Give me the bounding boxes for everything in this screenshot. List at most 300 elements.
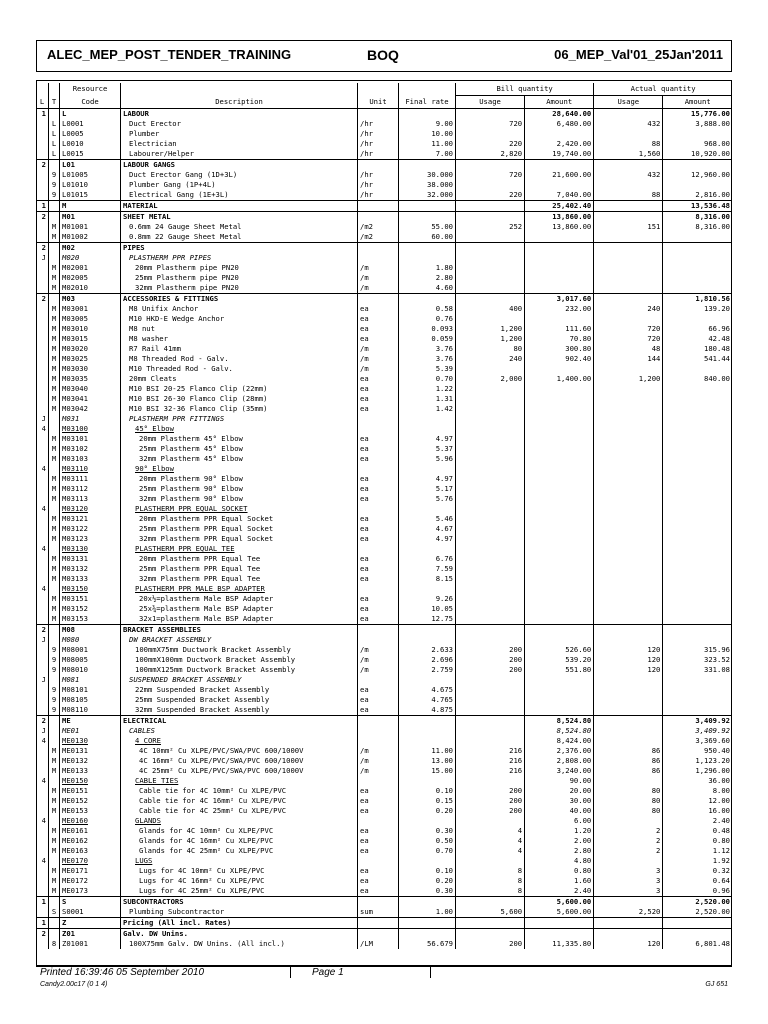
- col-bill-usage: Usage: [456, 96, 525, 109]
- row-code: S: [60, 897, 121, 908]
- row-actual-usage: [594, 544, 663, 554]
- row-code: M08101: [60, 685, 121, 695]
- row-actual-usage: [594, 897, 663, 908]
- table-row: [36, 544, 732, 554]
- row-actual-usage: [594, 564, 663, 574]
- row-level: [36, 404, 49, 414]
- row-actual-amount: 42.48: [708, 334, 730, 343]
- row-code: M081: [60, 675, 121, 685]
- row-final-rate: 10.00: [399, 129, 456, 139]
- row-unit: /m: [358, 273, 399, 283]
- row-actual-amount: 13,536.48: [663, 201, 732, 212]
- table-row: [36, 574, 732, 584]
- row-actual-amount: 12.00: [708, 796, 730, 805]
- row-final-rate: 1.80: [399, 263, 456, 273]
- row-actual-amount: [663, 544, 732, 554]
- row-actual-amount: [663, 504, 732, 514]
- row-bill-amount: 551.80: [525, 665, 594, 675]
- row-actual-usage: [594, 494, 663, 504]
- row-final-rate: 4.875: [399, 705, 456, 716]
- row-final-rate: 11.00: [399, 139, 456, 149]
- row-bill-usage: [456, 364, 525, 374]
- row-bill-amount: [525, 524, 594, 534]
- row-final-rate: 5.17: [399, 484, 456, 494]
- row-type: [49, 253, 60, 263]
- row-bill-amount: [525, 594, 594, 604]
- row-level: 4: [36, 816, 49, 826]
- table-row: [36, 604, 732, 614]
- row-type: M: [49, 232, 60, 243]
- software-version: Candy2.00c17 (0 1 4): [40, 981, 108, 988]
- row-bill-usage: [456, 464, 525, 474]
- row-level: 2: [36, 243, 49, 254]
- row-level: [36, 314, 49, 324]
- row-actual-amount: 8,316.00: [663, 212, 732, 223]
- row-type: 9: [49, 180, 60, 190]
- row-bill-amount: 8,424.00: [525, 736, 594, 746]
- row-bill-amount: [525, 625, 594, 636]
- row-final-rate: 1.00: [399, 907, 456, 918]
- row-level: [36, 594, 49, 604]
- row-unit: [358, 243, 399, 254]
- row-actual-amount: 1.92: [712, 856, 730, 865]
- row-actual-amount: [663, 454, 732, 464]
- table-row: [36, 334, 732, 344]
- row-actual-amount: 1.12: [712, 846, 730, 855]
- row-bill-amount: 11,335.80: [525, 939, 594, 949]
- row-actual-amount: 66.96: [708, 324, 730, 333]
- row-bill-usage: 1,200: [456, 334, 525, 344]
- row-final-rate: 6.76: [399, 554, 456, 564]
- row-unit: /m: [358, 344, 399, 354]
- row-actual-amount: [663, 283, 732, 294]
- row-description: 32mm Suspended Bracket Assembly: [121, 705, 358, 716]
- row-bill-usage: [456, 232, 525, 243]
- row-bill-usage: [456, 524, 525, 534]
- row-bill-usage: [456, 726, 525, 736]
- row-actual-usage: 88: [594, 190, 663, 201]
- row-actual-amount: 2,520.00: [663, 897, 732, 908]
- row-level: [36, 786, 49, 796]
- row-bill-amount: 13,860.00: [525, 222, 594, 232]
- row-description: Cable tie for 4C 16mm² Cu XLPE/PVC: [121, 796, 358, 806]
- row-type: 9: [49, 695, 60, 705]
- row-description: Cable tie for 4C 10mm² Cu XLPE/PVC: [121, 786, 358, 796]
- row-unit: ea: [358, 564, 399, 574]
- row-final-rate: 0.30: [399, 886, 456, 897]
- row-unit: /m: [358, 364, 399, 374]
- row-bill-amount: [525, 504, 594, 514]
- row-code: L0005: [60, 129, 121, 139]
- row-bill-amount: [525, 554, 594, 564]
- row-type: M: [49, 364, 60, 374]
- row-actual-usage: [594, 856, 663, 866]
- row-actual-usage: 120: [594, 655, 663, 665]
- row-bill-amount: [525, 454, 594, 464]
- table-row: [36, 263, 732, 273]
- row-bill-amount: [525, 160, 594, 171]
- row-type: M: [49, 494, 60, 504]
- row-final-rate: 2.696: [399, 655, 456, 665]
- row-actual-usage: [594, 929, 663, 940]
- col-description: Description: [121, 96, 358, 109]
- row-code: ME0131: [60, 746, 121, 756]
- row-bill-amount: 8,524.80: [525, 716, 594, 727]
- row-bill-usage: [456, 494, 525, 504]
- row-unit: [358, 726, 399, 736]
- row-actual-usage: 80: [594, 806, 663, 816]
- row-final-rate: [399, 736, 456, 746]
- col-resource: Resource: [60, 83, 121, 96]
- row-unit: [358, 897, 399, 908]
- row-type: [49, 504, 60, 514]
- row-description: M8 Unifix Anchor: [121, 304, 358, 314]
- col-actual-amount: Amount: [663, 96, 732, 109]
- row-description: SUSPENDED BRACKET ASSEMBLY: [121, 675, 358, 685]
- row-final-rate: 0.10: [399, 866, 456, 876]
- table-row: [36, 856, 732, 866]
- table-row: [36, 564, 732, 574]
- row-description: 4C 10mm² Cu XLPE/PVC/SWA/PVC 600/1000V: [121, 746, 358, 756]
- row-bill-amount: 40.00: [525, 806, 594, 816]
- row-bill-amount: [525, 635, 594, 645]
- row-code: M02: [60, 243, 121, 254]
- row-unit: [358, 414, 399, 424]
- row-level: [36, 574, 49, 584]
- row-level: 4: [36, 464, 49, 474]
- column-header-row-1: [36, 83, 732, 96]
- table-row: [36, 139, 732, 149]
- row-bill-usage: 8: [456, 886, 525, 897]
- row-unit: /hr: [358, 119, 399, 129]
- table-row: [36, 584, 732, 594]
- row-bill-amount: [525, 544, 594, 554]
- row-actual-usage: [594, 716, 663, 727]
- row-bill-usage: [456, 604, 525, 614]
- row-actual-usage: [594, 160, 663, 171]
- row-code: M03111: [60, 474, 121, 484]
- row-code: M03110: [60, 464, 121, 474]
- row-level: 2: [36, 160, 49, 171]
- row-actual-amount: [663, 524, 732, 534]
- row-actual-usage: [594, 273, 663, 283]
- row-final-rate: 0.059: [399, 334, 456, 344]
- row-actual-usage: [594, 263, 663, 273]
- row-type: M: [49, 474, 60, 484]
- row-level: [36, 655, 49, 665]
- table-row: [36, 816, 732, 826]
- row-bill-usage: [456, 776, 525, 786]
- row-unit: [358, 109, 399, 120]
- row-actual-usage: [594, 253, 663, 263]
- row-description: Glands for 4C 16mm² Cu XLPE/PVC: [121, 836, 358, 846]
- row-type: 9: [49, 190, 60, 201]
- row-description: Plumber: [121, 129, 358, 139]
- row-description: 20mm Cleats: [121, 374, 358, 384]
- row-code: ME0171: [60, 866, 121, 876]
- row-code: M080: [60, 635, 121, 645]
- row-unit: ea: [358, 494, 399, 504]
- row-description: 25mm Plastherm 90° Elbow: [121, 484, 358, 494]
- row-actual-amount: 180.48: [704, 344, 730, 353]
- row-bill-usage: 200: [456, 655, 525, 665]
- table-row: [36, 160, 732, 171]
- row-description: Labourer/Helper: [121, 149, 358, 160]
- row-bill-amount: 28,640.00: [525, 109, 594, 120]
- row-type: L: [49, 129, 60, 139]
- table-row: [36, 675, 732, 685]
- row-type: [49, 776, 60, 786]
- row-bill-usage: 216: [456, 766, 525, 776]
- row-bill-usage: [456, 856, 525, 866]
- row-code: M03103: [60, 454, 121, 464]
- row-bill-usage: [456, 201, 525, 212]
- row-description: Lugs for 4C 10mm² Cu XLPE/PVC: [121, 866, 358, 876]
- row-actual-amount: 1,296.00: [695, 766, 730, 775]
- row-actual-usage: [594, 675, 663, 685]
- table-row: [36, 524, 732, 534]
- row-bill-usage: [456, 594, 525, 604]
- row-bill-amount: 902.40: [525, 354, 594, 364]
- row-final-rate: 56.679: [399, 939, 456, 949]
- row-final-rate: [399, 544, 456, 554]
- row-description: LABOUR: [121, 109, 358, 120]
- row-description: 22mm Suspended Bracket Assembly: [121, 685, 358, 695]
- row-actual-amount: [663, 635, 732, 645]
- row-actual-amount: [663, 625, 732, 636]
- row-description: DW BRACKET ASSEMBLY: [121, 635, 358, 645]
- row-description: MATERIAL: [121, 201, 358, 212]
- row-type: M: [49, 786, 60, 796]
- row-type: M: [49, 846, 60, 856]
- row-code: M: [60, 201, 121, 212]
- row-type: M: [49, 283, 60, 294]
- author-initials: GJ 651: [705, 981, 728, 988]
- row-actual-amount: 3,888.00: [695, 119, 730, 128]
- row-actual-usage: [594, 776, 663, 786]
- table-row: [36, 746, 732, 756]
- row-level: 4: [36, 856, 49, 866]
- row-actual-usage: [594, 484, 663, 494]
- row-code: M03025: [60, 354, 121, 364]
- table-row: [36, 907, 732, 918]
- row-unit: ea: [358, 685, 399, 695]
- row-actual-amount: [663, 444, 732, 454]
- row-type: M: [49, 836, 60, 846]
- row-actual-amount: 0.96: [712, 886, 730, 895]
- row-bill-amount: [525, 675, 594, 685]
- row-actual-amount: [663, 614, 732, 625]
- row-level: [36, 866, 49, 876]
- row-type: M: [49, 444, 60, 454]
- row-code: M03150: [60, 584, 121, 594]
- row-type: [49, 625, 60, 636]
- table-row: [36, 190, 732, 201]
- row-code: L01005: [60, 170, 121, 180]
- row-unit: [358, 464, 399, 474]
- row-actual-usage: 144: [594, 354, 663, 364]
- row-description: 0.6mm 24 Gauge Sheet Metal: [121, 222, 358, 232]
- row-unit: ea: [358, 594, 399, 604]
- row-unit: /m: [358, 756, 399, 766]
- row-final-rate: 0.20: [399, 806, 456, 816]
- table-row: [36, 494, 732, 504]
- row-code: ME0130: [60, 736, 121, 746]
- row-final-rate: [399, 856, 456, 866]
- row-final-rate: [399, 675, 456, 685]
- row-actual-amount: [663, 554, 732, 564]
- table-row: [36, 424, 732, 434]
- row-actual-amount: [663, 604, 732, 614]
- col-final-rate: Final rate: [399, 96, 456, 109]
- row-level: [36, 796, 49, 806]
- row-type: 9: [49, 705, 60, 716]
- row-unit: ea: [358, 524, 399, 534]
- row-code: M020: [60, 253, 121, 263]
- row-type: S: [49, 907, 60, 918]
- row-bill-amount: [525, 604, 594, 614]
- row-code: ME0160: [60, 816, 121, 826]
- row-bill-usage: 8: [456, 866, 525, 876]
- row-level: [36, 273, 49, 283]
- row-actual-amount: [663, 364, 732, 374]
- row-final-rate: 0.70: [399, 374, 456, 384]
- row-unit: ea: [358, 866, 399, 876]
- row-bill-usage: 4: [456, 846, 525, 856]
- row-level: [36, 129, 49, 139]
- row-unit: /m: [358, 766, 399, 776]
- table-row: [36, 404, 732, 414]
- row-description: Duct Erector: [121, 119, 358, 129]
- row-bill-amount: [525, 464, 594, 474]
- row-bill-usage: 200: [456, 665, 525, 675]
- row-bill-amount: 1.60: [525, 876, 594, 886]
- row-description: 4 CORE: [121, 736, 358, 746]
- row-bill-usage: [456, 614, 525, 625]
- row-bill-amount: 539.20: [525, 655, 594, 665]
- row-actual-amount: [663, 434, 732, 444]
- row-bill-usage: [456, 253, 525, 263]
- row-bill-amount: [525, 404, 594, 414]
- row-actual-amount: 2,520.00: [695, 907, 730, 916]
- table-row: [36, 786, 732, 796]
- row-level: [36, 685, 49, 695]
- table-row: [36, 243, 732, 254]
- table-row: [36, 374, 732, 384]
- row-level: 2: [36, 212, 49, 223]
- row-final-rate: 32.000: [399, 190, 456, 201]
- row-bill-usage: [456, 695, 525, 705]
- row-level: [36, 534, 49, 544]
- row-actual-usage: [594, 474, 663, 484]
- footer-divider: [430, 966, 431, 978]
- row-actual-amount: [663, 675, 732, 685]
- row-actual-usage: [594, 201, 663, 212]
- row-type: [49, 109, 60, 120]
- row-unit: ea: [358, 404, 399, 414]
- row-bill-usage: 216: [456, 746, 525, 756]
- row-final-rate: 0.20: [399, 876, 456, 886]
- row-type: M: [49, 263, 60, 273]
- row-bill-usage: [456, 716, 525, 727]
- row-unit: ea: [358, 786, 399, 796]
- row-unit: ea: [358, 484, 399, 494]
- row-type: M: [49, 314, 60, 324]
- row-code: M03152: [60, 604, 121, 614]
- row-level: [36, 524, 49, 534]
- row-final-rate: 11.00: [399, 746, 456, 756]
- row-bill-amount: [525, 918, 594, 929]
- table-row: [36, 180, 732, 190]
- row-description: Glands for 4C 25mm² Cu XLPE/PVC: [121, 846, 358, 856]
- row-unit: /m: [358, 263, 399, 273]
- row-code: M031: [60, 414, 121, 424]
- row-actual-usage: [594, 212, 663, 223]
- row-bill-usage: [456, 484, 525, 494]
- row-level: [36, 836, 49, 846]
- row-actual-usage: [594, 554, 663, 564]
- row-level: [36, 384, 49, 394]
- row-actual-usage: 2,520: [594, 907, 663, 918]
- row-bill-usage: 400: [456, 304, 525, 314]
- row-actual-usage: [594, 283, 663, 294]
- row-actual-amount: 15,776.00: [663, 109, 732, 120]
- row-bill-amount: [525, 685, 594, 695]
- row-actual-amount: 1,810.56: [663, 294, 732, 305]
- table-row: [36, 434, 732, 444]
- table-row: [36, 594, 732, 604]
- row-actual-usage: [594, 685, 663, 695]
- row-unit: /m2: [358, 222, 399, 232]
- row-description: 32mm Plastherm pipe PN20: [121, 283, 358, 294]
- row-unit: /m: [358, 665, 399, 675]
- row-bill-amount: 0.80: [525, 866, 594, 876]
- row-final-rate: 10.05: [399, 604, 456, 614]
- row-actual-usage: 120: [594, 645, 663, 655]
- row-actual-usage: [594, 726, 663, 736]
- row-code: M01002: [60, 232, 121, 243]
- table-row: [36, 766, 732, 776]
- row-description: 20mm Plastherm pipe PN20: [121, 263, 358, 273]
- row-type: [49, 726, 60, 736]
- row-bill-amount: [525, 564, 594, 574]
- row-level: [36, 354, 49, 364]
- row-bill-amount: [525, 695, 594, 705]
- row-description: PLASTHERM PPR PIPES: [121, 253, 358, 263]
- row-bill-amount: 6.00: [525, 816, 594, 826]
- table-row: [36, 149, 732, 160]
- row-type: M: [49, 374, 60, 384]
- row-description: 100X75mm Galv. DW Unins. (All incl.): [121, 939, 358, 949]
- row-level: [36, 263, 49, 273]
- row-unit: [358, 918, 399, 929]
- row-actual-amount: 3,409.92: [695, 726, 730, 735]
- report-header: [36, 40, 732, 72]
- row-code: M08010: [60, 665, 121, 675]
- row-bill-amount: [525, 180, 594, 190]
- row-code: M01001: [60, 222, 121, 232]
- row-final-rate: 1.22: [399, 384, 456, 394]
- row-final-rate: [399, 424, 456, 434]
- row-actual-amount: [663, 414, 732, 424]
- row-type: [49, 544, 60, 554]
- row-actual-amount: 12,960.00: [691, 170, 730, 179]
- row-description: LABOUR GANGS: [121, 160, 358, 171]
- row-bill-amount: [525, 384, 594, 394]
- row-actual-amount: [663, 514, 732, 524]
- table-row: [36, 695, 732, 705]
- row-final-rate: [399, 212, 456, 223]
